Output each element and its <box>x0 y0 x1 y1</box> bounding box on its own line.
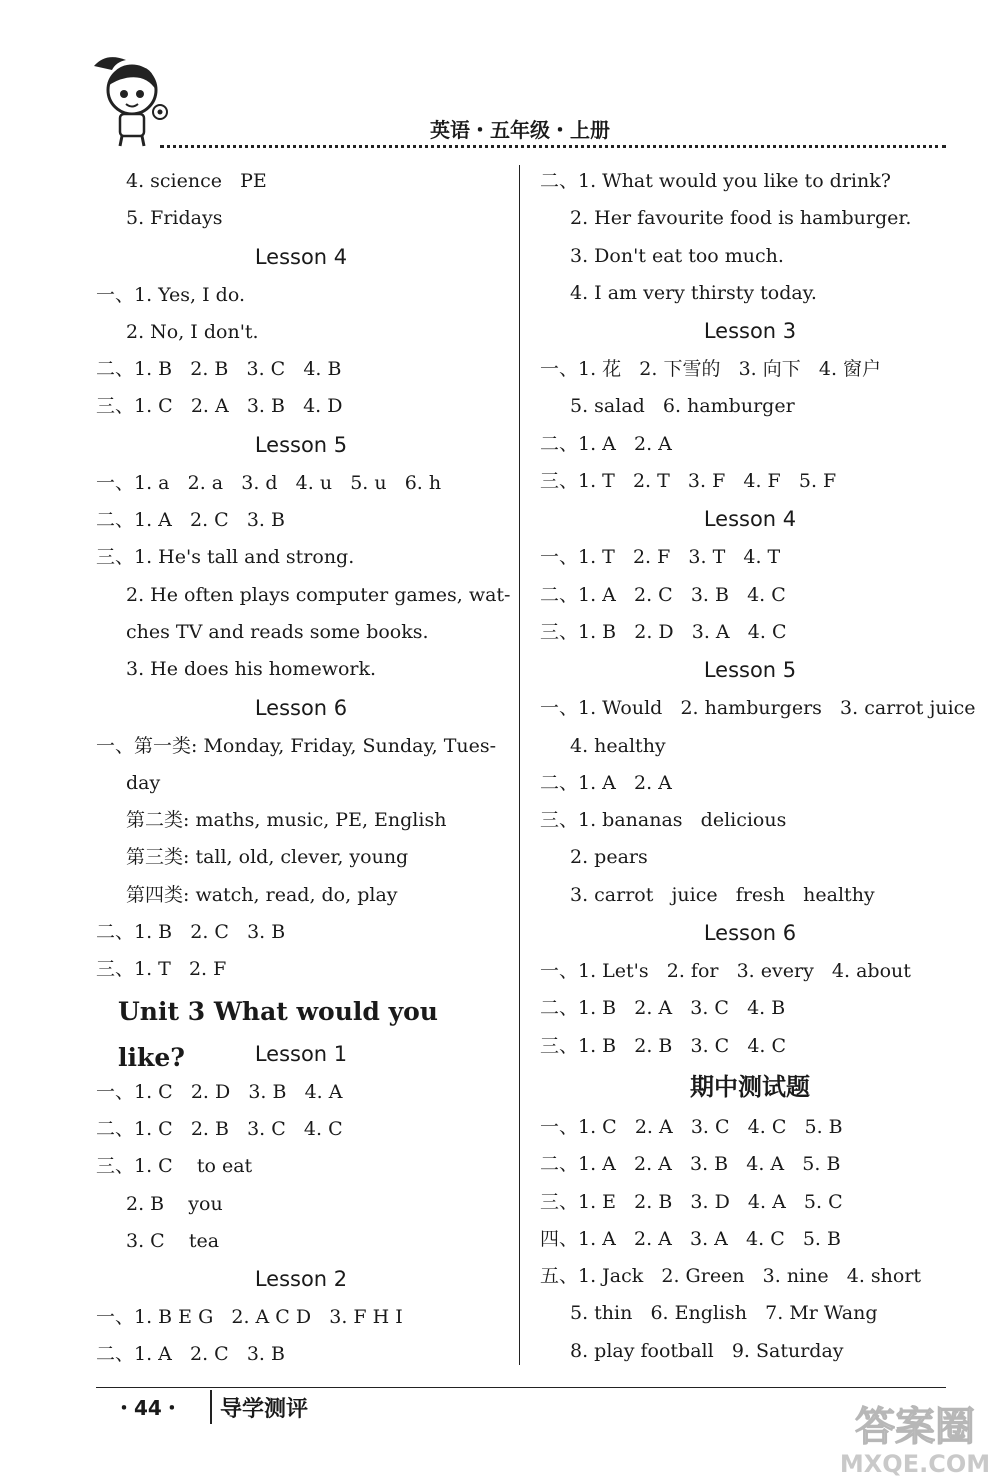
left-column <box>96 163 511 1374</box>
answer-line: 3. Don't eat too much. <box>570 244 784 267</box>
answer-line: 2. No, I don't. <box>126 320 259 343</box>
answer-line: 2. pears <box>570 846 648 869</box>
answer-line: 一、1. B E G 2. A C D 3. F H I <box>96 1306 403 1329</box>
lesson-heading: Lesson 5 <box>703 658 797 683</box>
answer-line: 三、1. He's tall and strong. <box>96 546 355 569</box>
answer-line: ches TV and reads some books. <box>126 620 429 643</box>
column-divider <box>519 165 520 1365</box>
svg-text:答案圈: 答案圈 <box>855 1404 975 1450</box>
answer-line: 2. He often plays computer games, wat- <box>126 583 511 606</box>
answer-line: 第二类: maths, music, PE, English <box>126 809 447 832</box>
lesson-heading: Lesson 6 <box>703 921 797 946</box>
lesson-heading: Lesson 4 <box>254 244 348 269</box>
answer-line: 三、1. C to eat <box>96 1155 253 1178</box>
answer-line: 三、1. C 2. A 3. B 4. D <box>96 395 343 418</box>
answer-line: 二、1. What would you like to drink? <box>540 170 891 192</box>
answer-line: 二、1. A 2. A <box>540 432 672 455</box>
lesson-heading: Lesson 2 <box>254 1267 348 1292</box>
answer-line: 二、1. A 2. C 3. B <box>96 509 285 532</box>
footer-separator <box>210 1390 212 1424</box>
answer-line: 2. Her favourite food is hamburger. <box>570 207 912 230</box>
answer-line: 一、1. Let's 2. for 3. every 4. about <box>540 960 911 983</box>
footer-brand: 导学测评 <box>220 1397 309 1422</box>
answer-line: 3. He does his homework. <box>126 658 377 681</box>
answer-line: 三、1. T 2. T 3. F 4. F 5. F <box>540 470 837 493</box>
answer-line: 一、1. 花 2. 下雪的 3. 向下 4. 窗户 <box>540 358 882 381</box>
answer-line: 三、1. E 2. B 3. D 4. A 5. C <box>540 1190 843 1213</box>
right-column <box>540 163 976 1370</box>
answer-line: 一、1. Would 2. hamburgers 3. carrot juice <box>540 697 976 720</box>
answer-line: 三、1. B 2. D 3. A 4. C <box>540 620 787 643</box>
section-heading: 期中测试题 <box>690 1072 810 1101</box>
answer-line: 一、1. Yes, I do. <box>96 283 245 306</box>
answer-line: 8. play football 9. Saturday <box>570 1339 844 1362</box>
answer-line: 一、1. C 2. A 3. C 4. C 5. B <box>540 1115 843 1138</box>
answer-line: 一、第一类: Monday, Friday, Sunday, Tues- <box>96 734 497 757</box>
answer-line: 二、1. A 2. C 3. B <box>96 1343 285 1366</box>
answer-line: 二、1. B 2. B 3. C 4. B <box>96 358 342 381</box>
answer-line: 一、1. C 2. D 3. B 4. A <box>96 1080 343 1103</box>
answer-line: 第三类: tall, old, clever, young <box>126 846 409 869</box>
answer-line: 二、1. B 2. A 3. C 4. B <box>540 997 786 1020</box>
page-number: ・44・ <box>114 1396 182 1420</box>
answer-line: 四、1. A 2. A 3. A 4. C 5. B <box>540 1227 841 1250</box>
lesson-heading: Lesson 3 <box>703 319 797 344</box>
answer-line: 4. science PE <box>126 170 267 192</box>
answer-line: 5. Fridays <box>126 207 223 230</box>
answer-line: 一、1. T 2. F 3. T 4. T <box>540 546 781 569</box>
answer-line: 三、1. T 2. F <box>96 958 227 981</box>
answer-line: 一、1. a 2. a 3. d 4. u 5. u 6. h <box>96 471 442 494</box>
answer-line: 三、1. B 2. B 3. C 4. C <box>540 1034 787 1057</box>
answer-line: 第四类: watch, read, do, play <box>126 883 398 906</box>
lesson-heading: Lesson 1 <box>254 1041 348 1066</box>
answer-line: 五、1. Jack 2. Green 3. nine 4. short <box>540 1265 922 1288</box>
lesson-heading: Lesson 4 <box>703 507 797 532</box>
answer-line: 5. thin 6. English 7. Mr Wang <box>570 1302 878 1325</box>
answer-line: 二、1. A 2. A 3. B 4. A 5. B <box>540 1153 841 1176</box>
answer-line: 5. salad 6. hamburger <box>570 395 795 418</box>
watermark-logo-icon <box>840 1398 990 1478</box>
answer-line: 4. I am very thirsty today. <box>570 281 817 304</box>
answer-line: 二、1. C 2. B 3. C 4. C <box>96 1117 343 1140</box>
lesson-heading: Lesson 6 <box>254 695 348 720</box>
unit-title: Unit 3 What would you like? <box>118 996 438 1072</box>
answer-line: 二、1. B 2. C 3. B <box>96 921 286 944</box>
answer-line: 4. healthy <box>570 734 666 757</box>
answer-line: 二、1. A 2. C 3. B 4. C <box>540 583 786 606</box>
answer-line: 3. carrot juice fresh healthy <box>570 883 875 906</box>
answer-line: 三、1. bananas delicious <box>540 809 787 832</box>
header-divider <box>160 145 946 148</box>
answer-line: 2. B you <box>126 1192 223 1215</box>
answer-line: 3. C tea <box>126 1229 220 1252</box>
answer-line: day <box>126 771 161 794</box>
lesson-heading: Lesson 5 <box>254 432 348 457</box>
answer-line: 二、1. A 2. A <box>540 771 672 794</box>
svg-text:MXQE.COM: MXQE.COM <box>840 1450 990 1478</box>
header-title: 英语・五年级・上册 <box>430 118 610 142</box>
footer-divider <box>96 1387 946 1388</box>
